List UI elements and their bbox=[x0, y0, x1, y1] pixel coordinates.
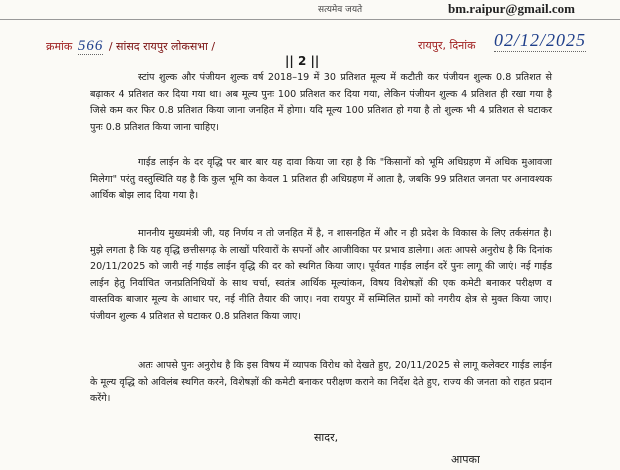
closing-salutation: सादर, bbox=[314, 431, 339, 444]
paragraph-stamp-duty: स्टांप शुल्क और पंजीयन शुल्क वर्ष 2018–19 में 30 प्रतिशत मूल्य में कटौती कर पंजीयन शुल्क 0.8 प्रतिशत से बढ़ाकर 4 प्रतिशत कर दिया गया था। अब मूल्य पुनः 100 प्रतिशत कर दिया गया, लेकिन पंजीयन शुल्क 4 प्रतिशत ही रखा गया है जिसे कम कर फिर 0.8 प्रतिशत किया जाना जनहित में होगा। यदि मूल्य 100 प्रतिशत हो गया है तो शुल्क भी 4 प्रतिशत से घटाकर पुनः 0.8 प्रतिशत किया जाना चाहिए। bbox=[90, 72, 552, 133]
reference-number: 566 bbox=[77, 38, 104, 54]
signature-line: आपका bbox=[451, 453, 480, 466]
paragraph-chief-minister-request: माननीय मुख्यमंत्री जी, यह निर्णय न तो जनहित में है, न शासनहित में और न ही प्रदेश के विकास के लिए तर्कसंगत है। मुझे लगता है कि यह वृद्धि छत्तीसगढ़ के लाखों परिवारों के सपनों और आजीविका पर प्रभाव डालेगा। अतः आपसे अनुरोध है कि दिनांक 20/11/2025 को जारी नई गाईड लाईन वृद्धि की दर को स्थगित किया जाए। पूर्ववत गाईड लाईन दरें पुनः लागू की जाएं। नई गाईड लाईन हेतु निर्वाचित जनप्रतिनिधियों के साथ चर्चा, स्वतंत्र आर्थिक मूल्यांकन, विषय विशेषज्ञों की एक कमेटी बनाकर परीक्षण व वास्तविक बाजार मूल्य के आधार पर, नई नीति तैयार की जाए। नवा रायपुर में सम्मिलित ग्रामों को नगरीय क्षेत्र से मुक्त किया जाए। पंजीयन शुल्क 4 प्रतिशत से घटाकर 0.8 प्रतिशत किया जाए। bbox=[90, 228, 552, 322]
reference-line bbox=[46, 38, 215, 55]
paragraph-guideline-claim: गाईड लाईन के दर वृद्धि पर बार बार यह दावा किया जा रहा है कि "किसानों को भूमि अधिग्रहण में अधिक मुआवजा मिलेगा" परंतु वस्तुस्थिति यह है कि कुल भूमि का केवल 1 प्रतिशत ही अधिग्रहण में आता है, जबकि 99 प्रतिशत जनता पर अनावश्यक आर्थिक बोझ लाद दिया गया है। bbox=[90, 157, 552, 202]
page-number: || 2 || bbox=[285, 54, 320, 68]
header-divider bbox=[0, 19, 620, 20]
email-address: bm.raipur@gmail.com bbox=[448, 1, 575, 16]
paragraph-final-request: अतः आपसे पुनः अनुरोध है कि इस विषय में व्यापक विरोध को देखते हुए, 20/11/2025 से लागू कलेक्टर गाईड लाईन के मूल्य वृद्धि को अविलंब स्थगित करने, विशेषज्ञों की कमेटी बनाकर परीक्षण कराने का निर्देश देते हुए, राज्य की जनता को राहत प्रदान करेंगे। bbox=[90, 360, 552, 405]
reference-label: क्रमांक bbox=[46, 40, 73, 53]
national-motto: सत्यमेव जयते bbox=[318, 5, 363, 15]
letter-date: 02/12/2025 bbox=[494, 30, 587, 50]
reference-office: / सांसद रायपुर लोकसभा / bbox=[108, 40, 216, 53]
date-label: रायपुर, दिनांक bbox=[418, 39, 476, 52]
